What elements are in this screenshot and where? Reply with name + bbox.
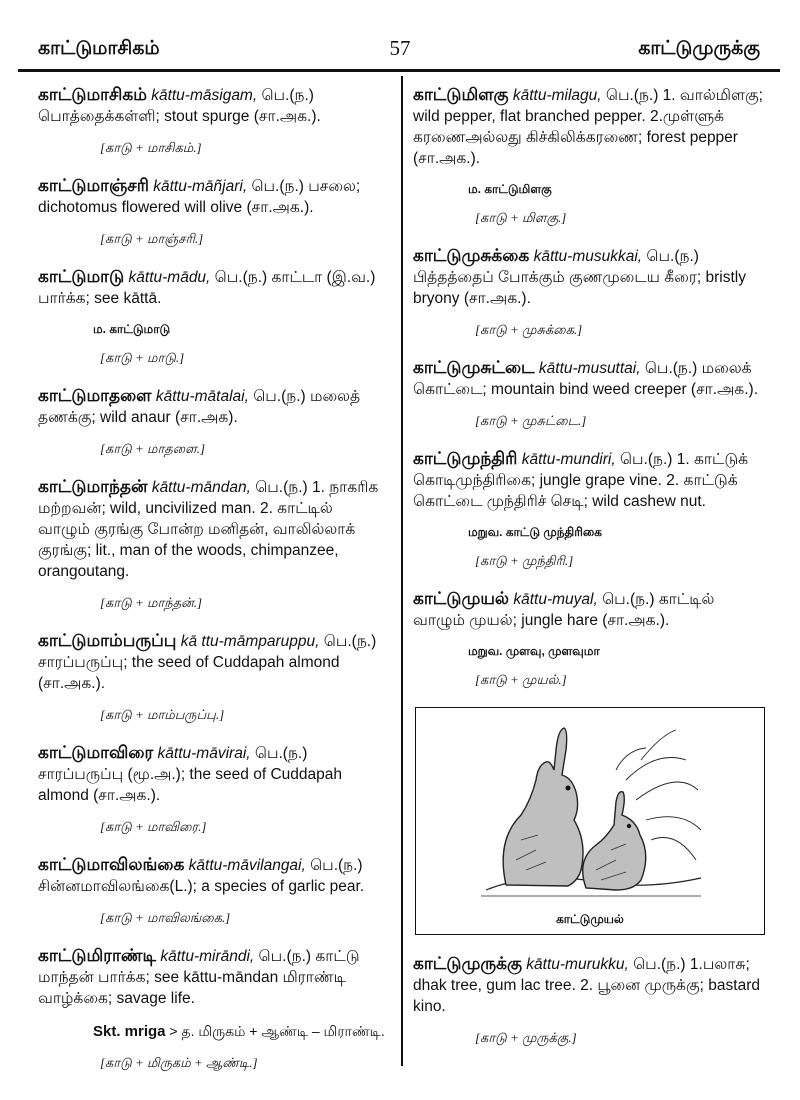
entry-definition: பெ.(ந.) காட்டா (இ.வ.) பார்க்க; see kāttā.: [38, 269, 376, 307]
etymology: [காடு + முருக்கு.]: [475, 1030, 577, 1045]
dictionary-entry: [38, 945, 388, 1009]
entry-definition: பெ.(ந.) பசலை; dichotomus flowered will olive (சா.அக.).: [38, 178, 361, 216]
entry-transliteration: kāttu-muyal,: [513, 591, 598, 608]
entry-transliteration: kāttu-musukkai,: [533, 248, 643, 265]
entry-headword: காட்டுமாவிலங்கை: [38, 855, 185, 874]
entry-transliteration: kāttu-māvilangai,: [188, 857, 306, 874]
entry-transliteration: kāttu-mundiri,: [521, 451, 616, 468]
header-right-guideword: காட்டுமுருக்கு: [638, 38, 760, 59]
dictionary-entry: [413, 84, 768, 169]
sanskrit-label: Skt. mriga: [93, 1023, 166, 1040]
entry-transliteration: kāttu-māndan,: [151, 479, 251, 496]
page-number: 57: [389, 36, 411, 60]
entry-headword: காட்டுமாதளை: [38, 386, 152, 405]
cognate-note: ம. காட்டுமிளகு: [468, 182, 552, 196]
etymology: [காடு + மாவிலங்கை.]: [100, 910, 231, 925]
etymology: [காடு + முந்திரி.]: [475, 553, 574, 568]
entry-definition: பெ.(ந.) 1. நாகரிக மற்றவன்; wild, uncivilized man. 2. காட்டில் வாழும் குரங்கு போன்ற மனிதன், வாலில்லாக் குரங்கு; lit., man of the woods, chimpanzee, orangoutang.: [38, 479, 379, 580]
etymology: [காடு + முசுக்கை.]: [475, 322, 583, 337]
page-header: [0, 0, 800, 75]
dictionary-entry: [413, 448, 768, 512]
right-column: [413, 84, 768, 1065]
etymology: [காடு + மாந்தன்.]: [100, 595, 203, 610]
entry-headword: காட்டுமாசிகம்: [38, 85, 147, 104]
synonym-note: மறுவ. முளவு, முளவுமா: [468, 644, 600, 658]
entry-transliteration: kāttu-māsigam,: [151, 87, 258, 104]
dictionary-entry: [38, 476, 388, 582]
entry-transliteration: kāttu-māñjari,: [153, 178, 248, 195]
illustration-caption: காட்டுமுயல்: [556, 912, 624, 926]
entry-headword: காட்டுமாந்தன்: [38, 477, 148, 496]
entry-headword: காட்டுமிளகு: [413, 85, 509, 104]
entry-definition: பெ.(ந.) சாரப்பருப்பு (மூ.அ.); the seed of Cuddapah almond (சா.அக.).: [38, 745, 342, 804]
dictionary-entry: [38, 385, 388, 428]
header-left-guideword: காட்டுமாசிகம்: [38, 38, 160, 59]
dictionary-entry: [38, 742, 388, 806]
entry-headword: காட்டுமுந்திரி: [413, 449, 518, 468]
left-column: [38, 84, 388, 1090]
dictionary-entry: [38, 854, 388, 897]
dictionary-entry: [413, 357, 768, 400]
entry-transliteration: kāttu-mādu,: [128, 269, 211, 286]
dictionary-entry: [38, 175, 388, 218]
dictionary-entry: [413, 245, 768, 309]
entry-transliteration: kāttu-musuttai,: [538, 360, 641, 377]
entry-definition: பெ.(ந.) சாரப்பருப்பு; the seed of Cuddapah almond (சா.அக.).: [38, 633, 377, 692]
entry-headword: காட்டுமுருக்கு: [413, 954, 522, 973]
etymology: [காடு + முயல்.]: [475, 672, 567, 687]
dictionary-entry: [38, 630, 388, 694]
etymology: [காடு + மாடு.]: [100, 350, 185, 365]
etymology: [காடு + மாசிகம்.]: [100, 140, 202, 155]
column-divider: [401, 76, 403, 1066]
hare-illustration: [476, 720, 706, 905]
etymology: [காடு + மாவிரை.]: [100, 819, 207, 834]
entry-headword: காட்டுமுசுக்கை: [413, 246, 530, 265]
entry-definition: பெ.(ந.) பொத்தைக்கள்ளி; stout spurge (சா.அக.).: [38, 87, 321, 125]
entry-definition: பெ.(ந.) பித்தத்தைப் போக்கும் குணமுடைய கீரை; bristly bryony (சா.அக.).: [413, 248, 746, 307]
entry-transliteration: kāttu-murukku,: [526, 956, 629, 973]
etymology: [காடு + மாஞ்சரி.]: [100, 231, 204, 246]
entry-headword: காட்டுமுசுட்டை: [413, 358, 535, 377]
etymology: [காடு + முசுட்டை.]: [475, 413, 587, 428]
cognate-note: ம. காட்டுமாடு: [93, 322, 171, 336]
entry-transliteration: kāttu-māvirai,: [157, 745, 251, 762]
entry-transliteration: kāttu-mātalai,: [155, 388, 249, 405]
etymology: [காடு + மாம்பருப்பு.]: [100, 707, 225, 722]
entry-definition: பெ.(ந.) மலைத் தணக்கு; wild anaur (சா.அக).: [38, 388, 361, 426]
entry-definition: பெ.(ந.) மலைக் கொட்டை; mountain bind weed creeper (சா.அக.).: [413, 360, 758, 398]
entry-definition: பெ.(ந.) 1. வால்மிளகு; wild pepper, flat branched pepper. 2.முள்ளுக் கரணைஅல்லது கிச்கிலிக்கரணை; forest pepper (சா.அக.).: [413, 87, 763, 167]
entry-definition: பெ.(ந.) 1.பலாசு; dhak tree, gum lac tree. 2. பூனை முருக்கு; bastard kino.: [413, 956, 760, 1015]
sanskrit-derivation: [93, 1023, 388, 1042]
entry-headword: காட்டுமுயல்: [413, 589, 510, 608]
dictionary-entry: [413, 588, 768, 631]
synonym-note: மறுவ. காட்டு முந்திரிகை: [468, 525, 602, 539]
dictionary-entry: [413, 953, 768, 1017]
header-rule: [18, 69, 780, 72]
etymology: [காடு + மிளகு.]: [475, 210, 567, 225]
entry-headword: காட்டுமாடு: [38, 267, 125, 286]
entry-transliteration: kāttu-milagu,: [512, 87, 602, 104]
sanskrit-derivation-text: > த. மிருகம் + ஆண்டி – மிராண்டி.: [165, 1023, 385, 1039]
entry-transliteration: kā ttu-māmparuppu,: [180, 633, 320, 650]
entry-definition: பெ.(ந.) சின்னமாவிலங்கை(L.); a species of garlic pear.: [38, 857, 365, 895]
dictionary-entry: [38, 84, 388, 127]
entry-definition: பெ.(ந.) காட்டு மாந்தன் பார்க்க; see kāttu-māndan மிராண்டி வாழ்க்கை; savage life.: [38, 948, 360, 1007]
etymology: [காடு + மிருகம் + ஆண்டி.]: [100, 1055, 258, 1070]
hare-illustration-frame: [415, 707, 765, 935]
etymology: [காடு + மாதளை.]: [100, 441, 206, 456]
entry-definition: பெ.(ந.) காட்டில் வாழும் முயல்; jungle hare (சா.அக.).: [413, 591, 715, 629]
entry-transliteration: kāttu-mirāndi,: [160, 948, 255, 965]
entry-headword: காட்டுமாம்பருப்பு: [38, 631, 177, 650]
entry-headword: காட்டுமாஞ்சரி: [38, 176, 149, 195]
dictionary-entry: [38, 266, 388, 309]
entry-headword: காட்டுமிராண்டி: [38, 946, 157, 965]
entry-headword: காட்டுமாவிரை: [38, 743, 154, 762]
entry-definition: பெ.(ந.) 1. காட்டுக் கொடிமுந்திரிகை; jungle grape vine. 2. காட்டுக் கொட்டை முந்திரிச் செடி; wild cashew nut.: [413, 451, 749, 510]
